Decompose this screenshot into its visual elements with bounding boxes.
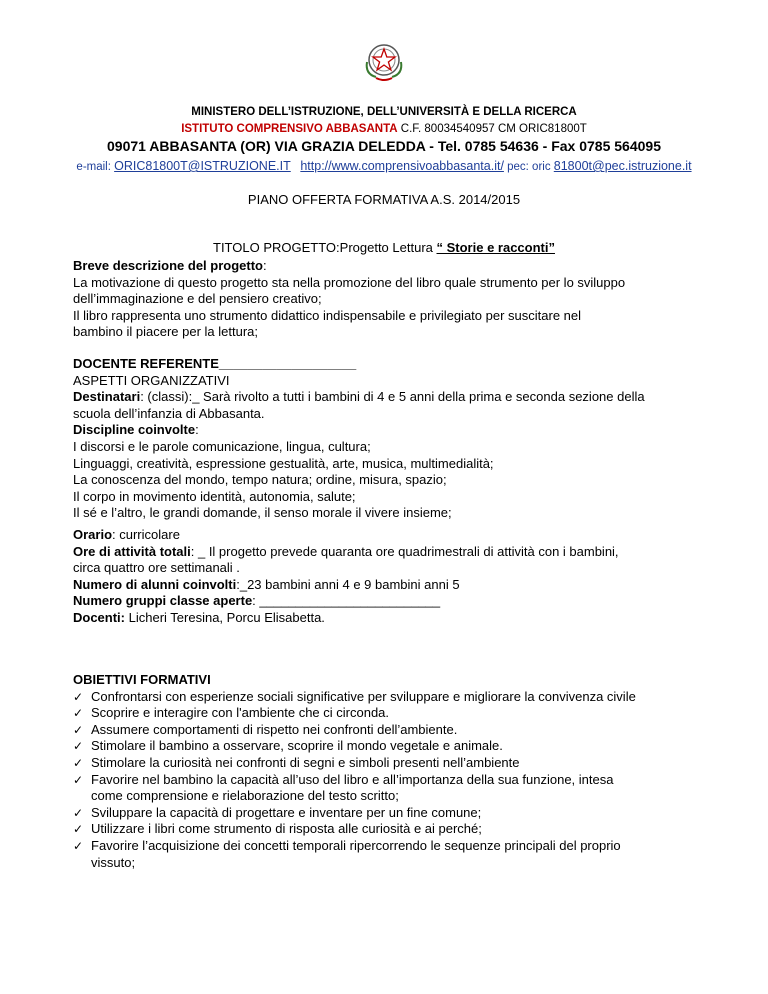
check-mark-icon: ✓ <box>73 772 84 787</box>
check-mark-icon: ✓ <box>73 722 84 737</box>
pec-link[interactable]: 81800t@pec.istruzione.it <box>553 159 692 173</box>
desc-label: Breve descrizione del progetto <box>73 258 263 273</box>
alunni-label: Numero di alunni coinvolti <box>73 576 237 592</box>
contact-line <box>0 159 768 173</box>
email-link[interactable]: ORIC81800T@ISTRUZIONE.IT <box>114 159 291 173</box>
gruppi-text: : _________________________ <box>252 593 441 609</box>
orario-line <box>73 527 713 544</box>
desc-label-line <box>73 258 713 275</box>
aspetti-label: ASPETTI ORGANIZZATIVI <box>73 372 230 388</box>
objective-text: Sviluppare la capacità di progettare e inventare per un fine comune; <box>91 804 482 820</box>
alunni-line <box>73 577 713 594</box>
ore-text-2: circa quattro ore settimanali . <box>73 560 240 576</box>
objective-item <box>73 805 713 822</box>
objectives-section <box>73 672 713 871</box>
desc-line: bambino il piacere per la lettura; <box>73 324 258 340</box>
school-codes: C.F. 80034540957 CM ORIC81800T <box>397 123 587 135</box>
destinatari-label: Destinatari <box>73 389 141 405</box>
pec-label: pec: oric <box>503 161 554 173</box>
desc-colon: : <box>263 258 267 273</box>
alunni-text: :_23 bambini anni 4 e 9 bambini anni 5 <box>236 576 460 592</box>
school-address: 09071 ABBASANTA (OR) VIA GRAZIA DELEDDA - Tel. 0785 54636 - Fax 0785 564095 <box>107 138 661 154</box>
pof-heading: PIANO OFFERTA FORMATIVA A.S. 2014/2015 <box>247 192 521 207</box>
school-name: ISTITUTO COMPRENSIVO ABBASANTA <box>181 123 398 135</box>
destinatari-text: : (classi):_ Sarà rivolto a tutti i bambini di 4 e 5 anni della prima e seconda sezione della <box>140 389 645 405</box>
objectives-list <box>73 689 713 872</box>
ore-text: : _ Il progetto prevede quaranta ore quadrimestrali di attività con i bambini, <box>190 543 619 559</box>
destinatari-line <box>73 389 713 406</box>
desc-line: dell’immaginazione e del pensiero creativo; <box>73 291 322 307</box>
discipline-line: Il corpo in movimento identità, autonomia, salute; <box>73 488 356 504</box>
desc-line: Il libro rappresenta uno strumento didattico indispensabile e privilegiato per suscitare nel <box>73 307 582 323</box>
check-mark-icon: ✓ <box>73 706 84 721</box>
docenti-line <box>73 610 713 627</box>
objective-item <box>73 821 713 838</box>
orario-label: Orario <box>73 527 113 542</box>
organization-section <box>73 356 713 522</box>
objective-text: Confrontarsi con esperienze sociali significative per sviluppare e migliorare la convivenza civile <box>91 688 636 704</box>
objective-text: come comprensione e rielaborazione del testo scritto; <box>91 788 399 804</box>
obiettivi-label: OBIETTIVI FORMATIVI <box>73 672 211 687</box>
objective-item <box>73 705 713 722</box>
objective-item <box>73 689 713 706</box>
objective-text: vissuto; <box>91 854 136 870</box>
check-mark-icon: ✓ <box>73 739 84 754</box>
discipline-line: La conoscenza del mondo, tempo natura; ordine, misura, spazio; <box>73 472 447 488</box>
objective-text: Stimolare il bambino a osservare, scoprire il mondo vegetale e animale. <box>91 738 503 754</box>
check-mark-icon: ✓ <box>73 755 84 770</box>
italian-republic-emblem-icon <box>362 40 406 82</box>
ore-line <box>73 544 713 561</box>
discipline-label-line <box>73 422 713 439</box>
check-mark-icon: ✓ <box>73 838 84 853</box>
discipline-line: I discorsi e le parole comunicazione, lingua, cultura; <box>73 438 371 454</box>
docenti-text: Licheri Teresina, Porcu Elisabetta. <box>125 609 325 625</box>
email-label: e-mail: <box>76 161 115 173</box>
ministry-line: MINISTERO DELL’ISTRUZIONE, DELL’UNIVERSITÀ E DELLA RICERCA <box>191 106 577 118</box>
objective-item <box>73 755 713 772</box>
objective-text: Favorire nel bambino la capacità all’uso del libro e all’importanza della sua funzione, intesa <box>91 771 614 787</box>
check-mark-icon: ✓ <box>73 822 84 837</box>
check-mark-icon: ✓ <box>73 689 84 704</box>
gruppi-line <box>73 593 713 610</box>
project-title <box>0 240 768 255</box>
discipline-line: Il sé e l’altro, le grandi domande, il senso morale il vivere insieme; <box>73 505 452 521</box>
discipline-line: Linguaggi, creatività, espressione gestualità, arte, musica, multimedialità; <box>73 455 494 471</box>
discipline-label: Discipline coinvolte <box>73 422 196 438</box>
website-link[interactable]: http://www.comprensivoabbasanta.it/ <box>300 159 504 173</box>
objective-item <box>73 772 713 805</box>
referente-label: DOCENTE REFERENTE___________________ <box>73 356 357 371</box>
discipline-colon: : <box>195 422 199 438</box>
objective-text: Utilizzare i libri come strumento di risposta alle curiosità e ai perché; <box>91 821 482 837</box>
orario-text: : curricolare <box>112 527 180 542</box>
project-title-emph: “ Storie e racconti” <box>436 240 555 255</box>
project-title-prefix: TITOLO PROGETTO:Progetto Lettura <box>213 240 437 255</box>
objective-text: Scoprire e interagire con l'ambiente che ci circonda. <box>91 705 390 721</box>
gruppi-label: Numero gruppi classe aperte <box>73 593 253 609</box>
desc-line: La motivazione di questo progetto sta nella promozione del libro quale strumento per lo sviluppo <box>73 274 626 290</box>
objective-item <box>73 838 713 871</box>
ore-label: Ore di attività totali <box>73 543 191 559</box>
description-section <box>73 258 713 341</box>
objective-item <box>73 722 713 739</box>
objective-item <box>73 738 713 755</box>
docenti-label: Docenti: <box>73 609 125 625</box>
check-mark-icon: ✓ <box>73 805 84 820</box>
destinatari-text-2: scuola dell’infanzia di Abbasanta. <box>73 405 265 421</box>
objective-text: Favorire l’acquisizione dei concetti temporali ripercorrendo le sequenze principali del proprio <box>91 837 621 853</box>
schedule-section <box>73 527 713 627</box>
objective-text: Stimolare la curiosità nei confronti di segni e simboli presenti nell’ambiente <box>91 754 520 770</box>
objective-text: Assumere comportamenti di rispetto nei confronti dell’ambiente. <box>91 721 458 737</box>
school-line <box>0 123 768 135</box>
